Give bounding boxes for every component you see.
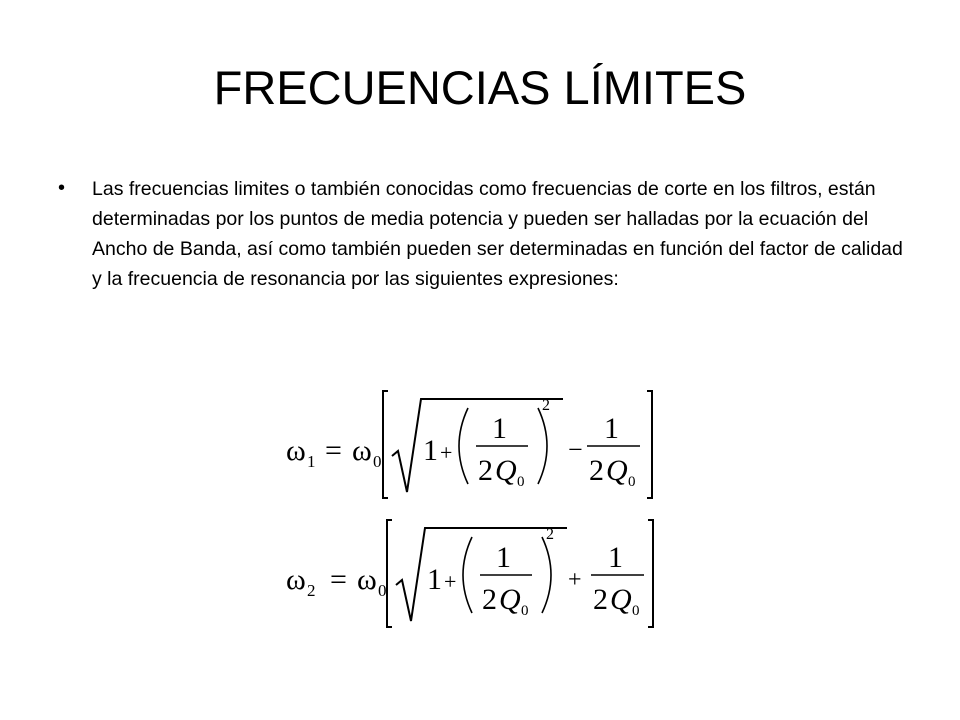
plus-sign: + — [440, 440, 453, 465]
inner-frac-den-var: Q — [499, 583, 521, 616]
right-bracket — [648, 520, 653, 627]
outer-frac-numerator: 1 — [608, 541, 623, 574]
operator: − — [568, 435, 583, 464]
plus-sign: + — [444, 569, 457, 594]
outer-frac-numerator: 1 — [604, 412, 619, 445]
inner-frac-den-var: Q — [495, 454, 517, 487]
rhs-omega: ω — [352, 434, 372, 467]
outer-frac-den-coef: 2 — [593, 583, 608, 616]
slide-title: FRECUENCIAS LÍMITES — [213, 61, 747, 114]
left-bracket — [383, 391, 388, 498]
right-paren — [538, 408, 547, 484]
exponent: 2 — [546, 526, 554, 543]
rhs-subscript: 0 — [378, 581, 387, 600]
bullet-text: Las frecuencias limites o también conocidas como frecuencias de corte en los filtros, están determinadas por los puntos de media potencia y pueden ser halladas por la ecuación del Ancho de Banda, así como también pueden ser determinadas en función del factor de calidad y la frecuencia de resonancia por las siguientes expresiones: — [92, 178, 903, 290]
bullet-dot: • — [58, 177, 66, 199]
lhs-subscript: 1 — [307, 452, 316, 471]
equals-sign: = — [330, 563, 347, 596]
lhs-omega: ω — [286, 563, 306, 596]
left-bracket — [387, 520, 392, 627]
one: 1 — [423, 434, 438, 467]
operator: + — [568, 567, 582, 593]
inner-frac-numerator: 1 — [496, 541, 511, 574]
outer-frac-den-var: Q — [610, 583, 632, 616]
exponent: 2 — [542, 397, 550, 414]
right-paren — [542, 537, 551, 613]
outer-frac-den-sub: 0 — [632, 603, 640, 619]
left-paren — [459, 408, 468, 484]
inner-frac-numerator: 1 — [492, 412, 507, 445]
outer-frac-den-sub: 0 — [628, 474, 636, 490]
one: 1 — [427, 563, 442, 596]
inner-frac-den-coef: 2 — [482, 583, 497, 616]
inner-frac-den-sub: 0 — [517, 474, 525, 490]
equals-sign: = — [325, 434, 342, 467]
lhs-omega: ω — [286, 434, 306, 467]
outer-frac-den-coef: 2 — [589, 454, 604, 487]
right-bracket — [647, 391, 652, 498]
outer-frac-den-var: Q — [606, 454, 628, 487]
rhs-omega: ω — [357, 563, 377, 596]
equation-omega-1 — [280, 388, 660, 500]
rhs-subscript: 0 — [373, 452, 382, 471]
equation-omega-2 — [280, 517, 660, 629]
inner-frac-den-sub: 0 — [521, 603, 529, 619]
lhs-subscript: 2 — [307, 581, 316, 600]
left-paren — [463, 537, 472, 613]
inner-frac-den-coef: 2 — [478, 454, 493, 487]
